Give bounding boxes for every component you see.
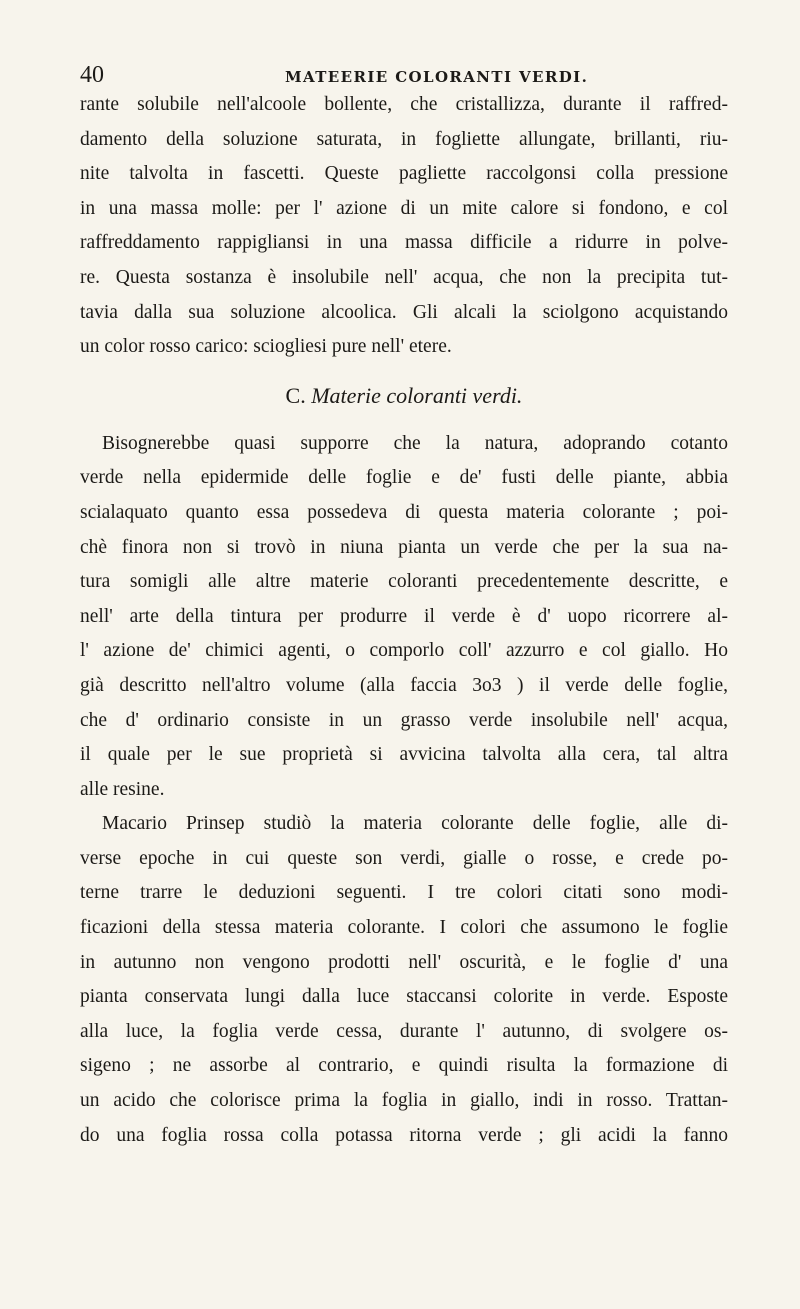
text-line: rante solubile nell'alcoole bollente, che cristallizza, durante il raffred- xyxy=(80,94,728,115)
text-line: verde nella epidermide delle foglie e de' fusti delle piante, abbia xyxy=(80,467,728,489)
page-number: 40 xyxy=(80,62,104,88)
section-letter: C. xyxy=(285,382,306,408)
text-line: già descritto nell'altro volume (alla faccia 3o3 ) il verde delle foglie, xyxy=(80,674,728,696)
text-line: sigeno ; ne assorbe al contrario, e quindi risulta la formazione di xyxy=(80,1055,728,1077)
text-line: raffreddamento rappigliansi in una massa difficile a ridurre in polve- xyxy=(80,232,728,254)
text-line: ficazioni della stessa materia colorante. I colori che assumono le foglie xyxy=(80,917,728,939)
text-line: alle resine. xyxy=(80,778,165,800)
text-line: il quale per le sue proprietà si avvicina talvolta alla cera, tal altra xyxy=(80,744,728,766)
text-line: terne trarre le deduzioni seguenti. I tre colori citati sono modi- xyxy=(80,882,728,904)
text-line: scialaquato quanto essa possedeva di questa materia colorante ; poi- xyxy=(80,501,728,523)
paragraph-2 xyxy=(80,427,728,808)
text-line: nell' arte della tintura per produrre il verde è d' uopo ricorrere al- xyxy=(80,605,728,627)
text-line: che d' ordinario consiste in un grasso verde insolubile nell' acqua, xyxy=(80,709,728,731)
text-line: do una foglia rossa colla potassa ritorna verde ; gli acidi la fanno xyxy=(80,1124,728,1146)
section-title: Materie coloranti verdi. xyxy=(311,382,523,408)
text-line: nite talvolta in fascetti. Queste pagliette raccolgonsi colla pressione xyxy=(80,163,728,185)
text-line: re. Questa sostanza è insolubile nell' acqua, che non la precipita tut- xyxy=(80,266,728,288)
text-line: in una massa molle: per l' azione di un mite calore si fondono, e col xyxy=(80,197,728,219)
text-line: un color rosso carico: sciogliesi pure nell' etere. xyxy=(80,336,452,358)
text-line: Bisognerebbe quasi supporre che la natura, adoprando cotanto xyxy=(102,432,728,454)
text-line: in autunno non vengono prodotti nell' oscurità, e le foglie d' una xyxy=(80,951,728,973)
page-body xyxy=(80,88,728,1153)
paragraph-1 xyxy=(80,88,728,365)
text-line: pianta conservata lungi dalla luce staccansi colorite in verde. Esposte xyxy=(80,986,728,1008)
text-line: Macario Prinsep studiò la materia colorante delle foglie, alle di- xyxy=(102,813,728,835)
text-line: alla luce, la foglia verde cessa, durante l' autunno, di svolgere os- xyxy=(80,1020,728,1042)
paragraph-3 xyxy=(80,807,728,1153)
text-line: l' azione de' chimici agenti, o comporlo coll' azzurro e col giallo. Ho xyxy=(80,640,728,662)
text-line: chè finora non si trovò in niuna pianta un verde che per la sua na- xyxy=(80,536,728,558)
text-line: tura somigli alle altre materie coloranti precedentemente descritte, e xyxy=(80,571,728,593)
running-title: MATEERIE COLORANTI VERDI. xyxy=(285,68,589,86)
text-line: damento della soluzione saturata, in fogliette allungate, brillanti, riu- xyxy=(80,128,728,150)
text-line: un acido che colorisce prima la foglia in giallo, indi in rosso. Trattan- xyxy=(80,1090,728,1112)
section-heading xyxy=(80,365,728,427)
text-line: verse epoche in cui queste son verdi, gialle o rosse, e crede po- xyxy=(80,847,728,869)
text-line: tavia dalla sua soluzione alcoolica. Gli alcali la sciolgono acquistando xyxy=(80,301,728,323)
